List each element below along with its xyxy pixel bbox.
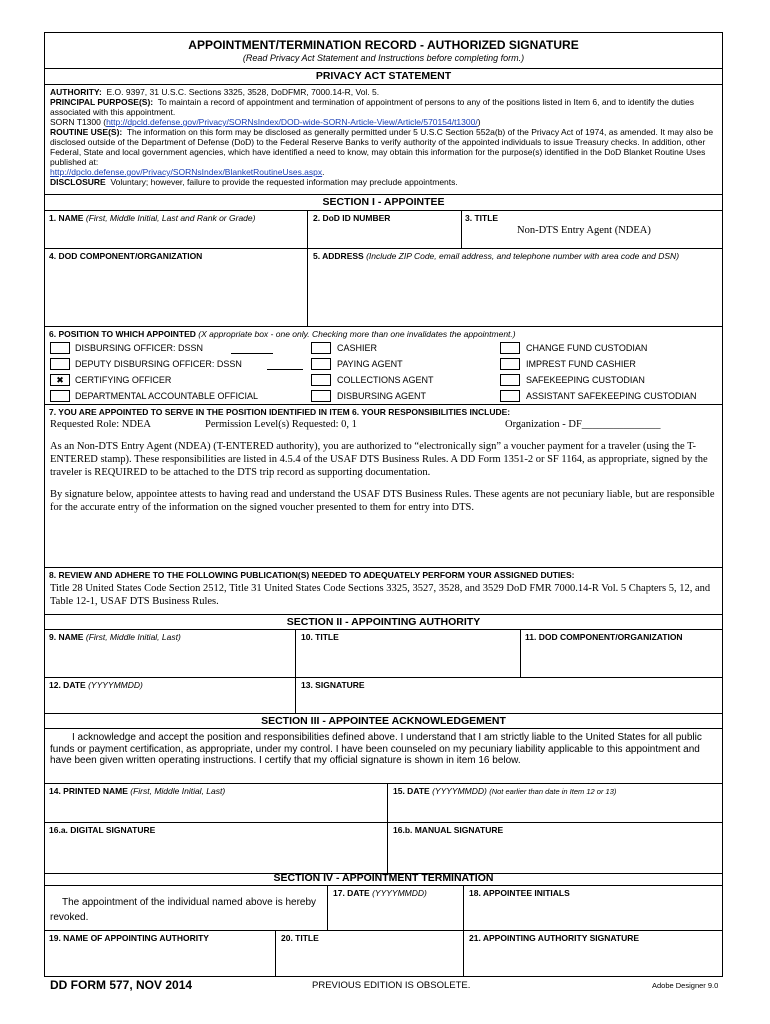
privacy-statement <box>50 87 718 187</box>
sorn-close: ) <box>477 117 481 127</box>
checkbox-safekeeping-custodian[interactable] <box>500 374 520 386</box>
resp-organization[interactable]: Organization - DF_______________ <box>505 419 661 430</box>
termination-title-field[interactable]: 20. TITLE <box>281 933 319 943</box>
address-field[interactable]: 5. ADDRESS (Include ZIP Code, email address, and telephone number with area code and DSN) <box>313 251 680 261</box>
checkbox-departmental-accountable-official[interactable] <box>50 390 70 402</box>
checkbox-disbursing-agent[interactable] <box>311 390 331 402</box>
privacy-heading: PRIVACY ACT STATEMENT <box>315 70 452 82</box>
appointee-date-field[interactable]: 15. DATE (YYYYMMDD) (Not earlier than date in Item 12 or 13) <box>393 786 617 796</box>
component-field[interactable]: 4. DOD COMPONENT/ORGANIZATION <box>49 251 203 261</box>
option-collections-agent: COLLECTIONS AGENT <box>337 375 434 385</box>
form-page <box>44 32 723 977</box>
resp-paragraph-2[interactable]: By signature below, appointee attests to having read and understand the USAF DTS Business Rules. These agents are not pecuniary liable, but are responsible for the accurate entry of the information on the signed voucher presented to them for entry into DTS. <box>50 489 715 513</box>
manual-signature-field[interactable]: 16.b. MANUAL SIGNATURE <box>393 825 504 835</box>
publications-label: 8. REVIEW AND ADHERE TO THE FOLLOWING PUBLICATION(S) NEEDED TO ADEQUATELY PERFORM YOUR ASSIGNED DUTIES: <box>49 570 575 580</box>
appointing-authority-signature-field[interactable]: 21. APPOINTING AUTHORITY SIGNATURE <box>469 933 640 943</box>
checkbox-collections-agent[interactable] <box>311 374 331 386</box>
title-field-label: 3. TITLE <box>465 213 499 223</box>
digital-signature-field[interactable]: 16.a. DIGITAL SIGNATURE <box>49 825 156 835</box>
option-imprest-fund-cashier: IMPREST FUND CASHIER <box>526 359 636 369</box>
checkbox-cashier[interactable] <box>311 342 331 354</box>
purpose-text: To maintain a record of appointment and termination of appointment of persons to any of the positions listed in Item 6, and to identify the duties associated with this appointment. <box>50 97 694 117</box>
appointing-name-field[interactable]: 9. NAME (First, Middle Initial, Last) <box>49 632 181 642</box>
form-title: APPOINTMENT/TERMINATION RECORD - AUTHORIZED SIGNATURE <box>188 38 579 52</box>
appointing-title-field[interactable]: 10. TITLE <box>301 632 339 642</box>
checkbox-disbursing-officer[interactable] <box>50 342 70 354</box>
obsolete-notice: PREVIOUS EDITION IS OBSOLETE. <box>312 980 471 991</box>
title-value[interactable]: Non-DTS Entry Agent (NDEA) <box>517 225 651 236</box>
checkbox-change-fund-custodian[interactable] <box>500 342 520 354</box>
checkbox-imprest-fund-cashier[interactable] <box>500 358 520 370</box>
option-change-fund-custodian: CHANGE FUND CUSTODIAN <box>526 343 648 353</box>
section3-heading: SECTION III - APPOINTEE ACKNOWLEDGEMENT <box>261 715 506 727</box>
section1-heading: SECTION I - APPOINTEE <box>322 196 445 208</box>
printed-name-field[interactable]: 14. PRINTED NAME (First, Middle Initial, Last) <box>49 786 226 796</box>
option-certifying-officer: CERTIFYING OFFICER <box>75 375 172 385</box>
sorn-link[interactable]: http://dpcld.defense.gov/Privacy/SORNsIndex/DOD-wide-SORN-Article-View/Article/570154/t1300/ <box>106 117 478 127</box>
acknowledgement-text: I acknowledge and accept the position and responsibilities defined above. I understand that I am strictly liable to the United States for all public funds or payment certification, as appropriate, under my control. I have been counseled on my pecuniary liability applicable to this appointment and have been given written operating instructions. I certify that my official signature is shown in item 16 below. <box>50 732 702 766</box>
position-label: 6. POSITION TO WHICH APPOINTED (X appropriate box - one only. Checking more than one invalidates the appointment.) <box>49 329 516 339</box>
option-cashier: CASHIER <box>337 343 378 353</box>
checkbox-paying-agent[interactable] <box>311 358 331 370</box>
resp-role[interactable]: Requested Role: NDEA <box>50 419 151 430</box>
option-assistant-safekeeping-custodian: ASSISTANT SAFEKEEPING CUSTODIAN <box>526 391 697 401</box>
authority-label: AUTHORITY: <box>50 87 102 97</box>
revoked-text: The appointment of the individual named above is hereby revoked. <box>50 897 317 923</box>
option-disbursing-agent: DISBURSING AGENT <box>337 391 427 401</box>
section4-heading: SECTION IV - APPOINTMENT TERMINATION <box>273 872 494 884</box>
routine-text: The information on this form may be disclosed as generally permitted under 5 U.S.C Section 552a(b) of the Privacy Act of 1974, as amended. It may also be disclosed outside of the Department of Defense (DoD) to the Federal Reserve Banks to verify authority of the appointed individuals to issue Treasury checks. In addition, other Federal, State and local government agencies, which have identified a need to know, may obtain this information for the purpose(s) identified in the DoD Blanket Routine Uses published at: <box>50 127 714 167</box>
option-paying-agent: PAYING AGENT <box>337 359 403 369</box>
resp-paragraph-1[interactable]: As an Non-DTS Entry Agent (NDEA) (T-ENTERED authority), you are authorized to “electronically sign” a voucher payment for a traveler (using the T-ENTERED stamp). These responsibilities are listed in 4.5.4 of the USAF DTS Business Rules. A DD Form 1351-2 or SF 1164, as appropriate, signed by the traveler is REQUIRED to be attached to the DTS trip record as supporting documentation. <box>50 441 708 478</box>
form-number: DD FORM 577, NOV 2014 <box>50 978 193 992</box>
option-safekeeping-custodian: SAFEKEEPING CUSTODIAN <box>526 375 645 385</box>
option-disbursing-officer: DISBURSING OFFICER: DSSN <box>75 343 204 353</box>
routine-label: ROUTINE USE(S): <box>50 127 123 137</box>
disclosure-label: DISCLOSURE <box>50 177 106 187</box>
appointing-component-field[interactable]: 11. DOD COMPONENT/ORGANIZATION <box>525 632 683 642</box>
name-field[interactable]: 1. NAME (First, Middle Initial, Last and Rank or Grade) <box>49 213 256 223</box>
appointing-authority-name-field[interactable]: 19. NAME OF APPOINTING AUTHORITY <box>49 933 209 943</box>
purpose-label: PRINCIPAL PURPOSE(S): <box>50 97 154 107</box>
sorn-text: SORN T1300 ( <box>50 117 107 127</box>
checkbox-certifying-officer[interactable]: ✖ <box>50 374 70 386</box>
option-deputy-disbursing-officer: DEPUTY DISBURSING OFFICER: DSSN <box>75 359 242 369</box>
appointing-signature-field[interactable]: 13. SIGNATURE <box>301 680 365 690</box>
form-subtitle: (Read Privacy Act Statement and Instructions before completing form.) <box>242 53 525 63</box>
checkbox-deputy-disbursing-officer[interactable] <box>50 358 70 370</box>
routine-end: . <box>322 167 325 177</box>
appointee-initials-field[interactable]: 18. APPOINTEE INITIALS <box>469 888 570 898</box>
authority-text: E.O. 9397, 31 U.S.C. Sections 3325, 3528, DoDFMR, 7000.14-R, Vol. 5. <box>106 87 380 97</box>
appointing-date-field[interactable]: 12. DATE (YYYYMMDD) <box>49 680 143 690</box>
dod-id-field[interactable]: 2. DoD ID NUMBER <box>313 213 391 223</box>
option-departmental-accountable-official: DEPARTMENTAL ACCOUNTABLE OFFICIAL <box>75 391 259 401</box>
resp-permission[interactable]: Permission Level(s) Requested: 0, 1 <box>205 419 357 430</box>
section2-heading: SECTION II - APPOINTING AUTHORITY <box>286 616 481 628</box>
publications-text[interactable]: Title 28 United States Code Section 2512, Title 31 United States Code Sections 3325, 3527, 3528, and 3529 DoD FMR 7000.14-R Vol. 5 Chapters 5, 12, and Table 12-1, USAF DTS Business Rules. <box>50 583 711 607</box>
disclosure-text: Voluntary; however, failure to provide the requested information may preclude appointments. <box>110 177 458 187</box>
routine-link[interactable]: http://dpclo.defense.gov/Privacy/SORNsIndex/BlanketRoutineUses.aspx <box>50 167 323 177</box>
software-note: Adobe Designer 9.0 <box>652 981 719 990</box>
responsibilities-label: 7. YOU ARE APPOINTED TO SERVE IN THE POSITION IDENTIFIED IN ITEM 6. YOUR RESPONSIBILITIES INCLUDE: <box>49 407 511 417</box>
checkbox-assistant-safekeeping-custodian[interactable] <box>500 390 520 402</box>
termination-date-field[interactable]: 17. DATE (YYYYMMDD) <box>333 888 427 898</box>
